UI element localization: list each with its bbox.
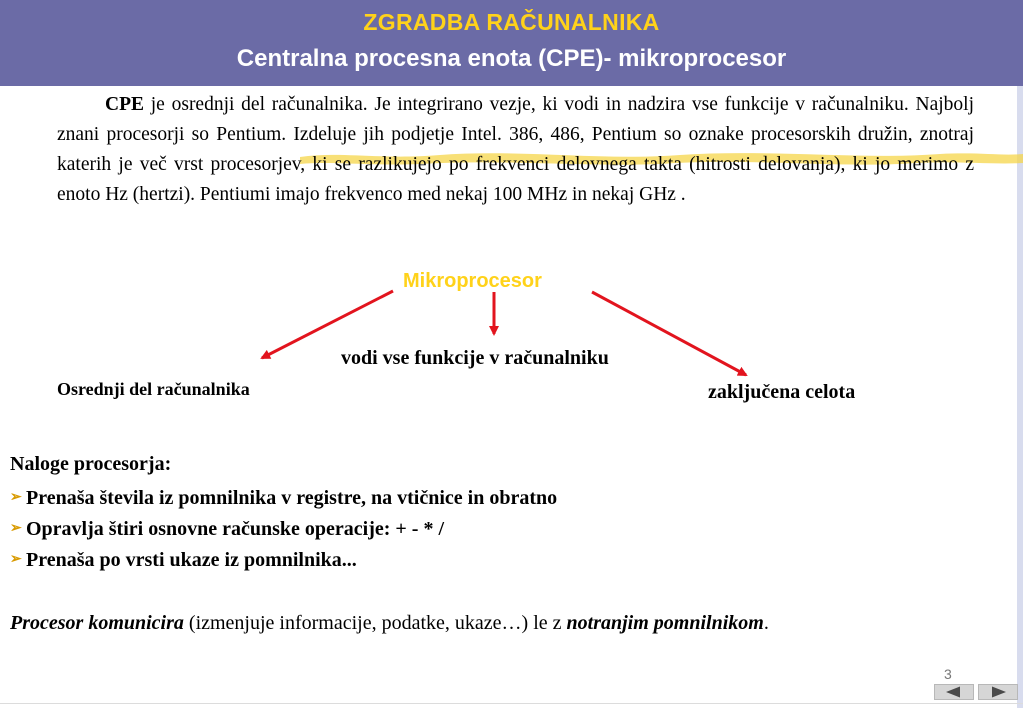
comm-subject: Procesor komunicira — [10, 612, 184, 634]
arrow-bullet-icon: ➢ — [10, 520, 22, 536]
slide-subtitle: Centralna procesna enota (CPE)- mikroprocesor — [236, 45, 787, 72]
next-slide-button[interactable] — [978, 684, 1018, 700]
cpe-term: CPE — [105, 94, 144, 115]
list-item — [10, 482, 557, 513]
list-item — [10, 544, 557, 575]
task-text: Opravlja štiri osnovne računske operacije: + - * / — [26, 517, 445, 540]
comm-object: notranjim pomnilnikom — [566, 612, 764, 634]
task-text: Prenaša po vrsti ukaze iz pomnilnika... — [26, 548, 357, 571]
diagram-right-label: zaključena celota — [708, 381, 856, 403]
triangle-left-icon — [935, 685, 973, 699]
comm-middle: (izmenjuje informacije, podatke, ukaze…) le z — [183, 612, 567, 634]
diagram-left-label: Osrednji del računalnika — [57, 379, 250, 399]
triangle-right-icon — [979, 685, 1017, 699]
arrow-bullet-icon: ➢ — [10, 489, 22, 505]
previous-slide-button[interactable] — [934, 684, 974, 700]
arrow-right — [592, 292, 746, 375]
list-item — [10, 513, 557, 544]
intro-text: je osrednji del računalnika. Je integrirano vezje, ki vodi in nadzira vse funkcije v računalniku. Najbolj znani procesorji so Pentium. Izdeluje jih podjetje Intel. 386, 486, Pentium so oznake procesorskih družin, znotraj katerih je več vrst procesorjev, ki se razlikujejo po frekvenci delovnega takta (hitrosti delovanja), ki jo merimo z enoto Hz (hertzi). Pentiumi imajo frekvenco med nekaj 100 MHz in nekaj GHz . — [57, 94, 974, 205]
footer-divider — [0, 703, 1023, 704]
tasks-title: Naloge procesorja: — [10, 453, 172, 475]
comm-end: . — [763, 612, 769, 634]
processor-tasks — [10, 452, 557, 575]
diagram-middle-label: vodi vse funkcije v računalniku — [341, 347, 609, 369]
communication-line — [10, 612, 769, 635]
diagram-center-label: Mikroprocesor — [403, 270, 542, 292]
task-text: Prenaša števila iz pomnilnika v registre, na vtičnice in obratno — [26, 486, 558, 509]
slide-title: ZGRADBA RAČUNALNIKA — [363, 9, 660, 35]
arrow-bullet-icon: ➢ — [10, 551, 22, 567]
page-number: 3 — [944, 666, 952, 682]
